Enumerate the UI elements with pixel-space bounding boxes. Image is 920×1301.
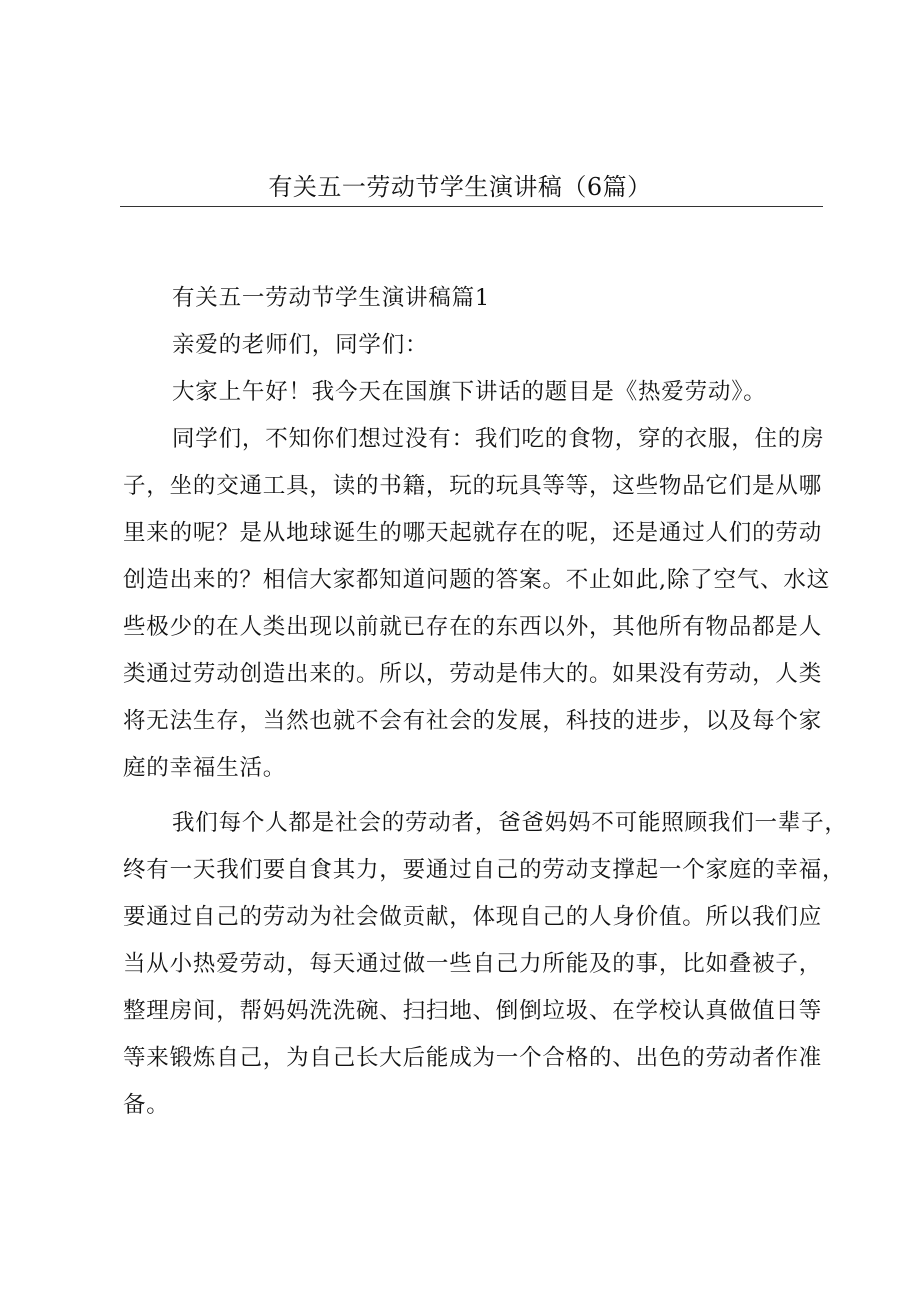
paragraph-3-line-4: 当从小热爱劳动，每天通过做一些自己力所能及的事，比如叠被子，	[123, 951, 823, 977]
paragraph-3-line-3: 要通过自己的劳动为社会做贡献，体现自己的人身价值。所以我们应	[123, 904, 823, 930]
title-underline-divider	[120, 206, 823, 207]
paragraph-3-line-6: 等来锻炼自己，为自己长大后能成为一个合格的、出色的劳动者作准	[123, 1045, 823, 1071]
paragraph-2-line-7: 将无法生存，当然也就不会有社会的发展，科技的进步，以及每个家	[123, 708, 823, 734]
paragraph-3-line-2: 终有一天我们要自食其力，要通过自己的劳动支撑起一个家庭的幸福，	[123, 857, 846, 883]
paragraph-1-line-1: 大家上午好！我今天在国旗下讲话的题目是《热爱劳动》。	[172, 379, 767, 405]
paragraph-2-line-8: 庭的幸福生活。	[123, 755, 287, 781]
paragraph-3-line-1: 我们每个人都是社会的劳动者，爸爸妈妈不可能照顾我们一辈子，	[172, 810, 848, 836]
paragraph-2-line-4: 创造出来的？相信大家都知道问题的答案。不止如此,除了空气、水这	[123, 567, 830, 593]
paragraph-3-line-7: 备。	[123, 1092, 170, 1118]
paragraph-2-line-1: 同学们，不知你们想过没有：我们吃的食物，穿的衣服，住的房	[172, 426, 825, 452]
paragraph-2-line-2: 子，坐的交通工具，读的书籍，玩的玩具等等，这些物品它们是从哪	[123, 473, 823, 499]
greeting-line: 亲爱的老师们，同学们：	[172, 332, 429, 358]
paragraph-2-line-3: 里来的呢？是从地球诞生的哪天起就存在的呢，还是通过人们的劳动	[123, 520, 823, 546]
paragraph-2-line-6: 类通过劳动创造出来的。所以，劳动是伟大的。如果没有劳动，人类	[123, 661, 823, 687]
section-heading: 有关五一劳动节学生演讲稿篇1	[172, 285, 491, 311]
paragraph-2-line-5: 些极少的在人类出现以前就已存在的东西以外，其他所有物品都是人	[123, 614, 823, 640]
paragraph-3-line-5: 整理房间，帮妈妈洗洗碗、扫扫地、倒倒垃圾、在学校认真做值日等	[123, 998, 823, 1024]
document-title: 有关五一劳动节学生演讲稿（6篇）	[268, 173, 652, 201]
